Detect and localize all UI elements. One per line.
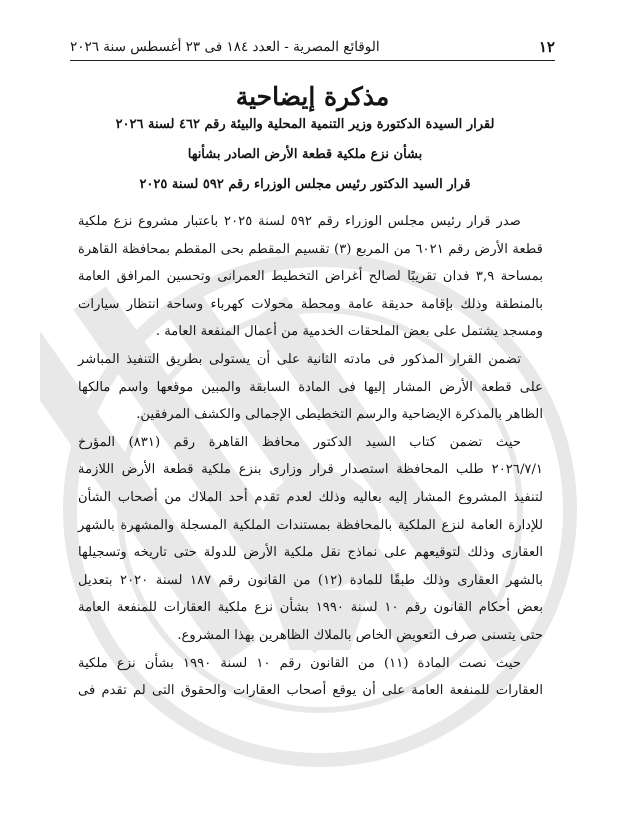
subtitle-line-1: لقرار السيدة الدكتورة وزير التنمية المحلية والبيئة رقم ٤٦٢ لسنة ٢٠٢٦ <box>115 117 495 132</box>
body-text <box>78 208 543 705</box>
issue-info: الوقائع المصرية - العدد ١٨٤ فى ٢٣ أغسطس سنة ٢٠٢٦ <box>70 39 380 55</box>
running-header <box>70 34 555 61</box>
body-line: العقارات للمنفعة العامة على أن يوقع أصحاب العقارات والحقوق التى لم تقدم فى <box>78 683 543 699</box>
body-line: ٢٠٢٦/٧/١ طلب المحافظة استصدار قرار وزارى بنزع ملكية قطعة الأرض اللازمة <box>78 462 543 478</box>
body-line: بمساحة ٣,٩ فدان تقريبًا لصالح أغراض التخطيط العمرانى وتحسين المرافق العامة <box>78 269 543 285</box>
body-line: على قطعة الأرض المشار إليها فى المادة السابقة والمبين موقعها واسم مالكها <box>78 379 543 395</box>
body-line: قطعة الأرض رقم ٦٠٢١ من المربع (٣) تقسيم المقطم بحى المقطم بمحافظة القاهرة <box>78 241 543 257</box>
subtitle-line-2: بشأن نزع ملكية قطعة الأرض الصادر بشأنها <box>187 147 423 162</box>
page-number: ١٢ <box>538 38 555 56</box>
body-line: الظاهر بالمذكرة الإيضاحية والرسم التخطيطى الإجمالى والكشف المرفقين. <box>136 407 543 423</box>
body-line: تضمن القرار المذكور فى مادته الثانية على أن يستولى بطريق التنفيذ المباشر <box>78 351 521 367</box>
body-line: العقارى وذلك لتوقيعهم على نماذج نقل ملكية الأرض للدولة حتى تاريخه وتسجيلها <box>78 545 543 561</box>
body-line: بالمنطقة وذلك بإقامة حديقة عامة ومحطة محولات كهرباء وساحة انتظار سيارات <box>78 296 543 312</box>
body-line: لتنفيذ المشروع المشار إليه بعاليه وذلك لعدم تقدم أحد الملاك من أصحاب الشأن <box>78 489 543 505</box>
body-line: ومسجد يشتمل على بعض الملحقات الخدمية من أعمال المنفعة العامة . <box>155 324 543 340</box>
body-line: حيث نصت المادة (١١) من القانون رقم ١٠ لسنة ١٩٩٠ بشأن نزع ملكية <box>78 655 521 671</box>
body-line: للإدارة العامة لنزع الملكية بالمحافظة بمستندات الملكية المسجلة والمشهرة بالشهر <box>78 517 543 533</box>
body-line: بالشهر العقارى وذلك طبقًا للمادة (١٢) من القانون رقم ١٨٧ لسنة ٢٠٢٠ بتعديل <box>78 572 543 588</box>
body-line: حيث تضمن كتاب السيد الدكتور محافظ القاهرة رقم (٨٣١) المؤرخ <box>78 434 521 450</box>
document-title: مذكرة إيضاحية <box>235 82 390 111</box>
body-line: بعض أحكام القانون رقم ١٠ لسنة ١٩٩٠ بشأن نزع ملكية العقارات للمنفعة العامة <box>78 600 544 616</box>
body-line: صدر قرار رئيس مجلس الوزراء رقم ٥٩٢ لسنة ٢٠٢٥ باعتبار مشروع نزع ملكية <box>78 214 522 229</box>
body-line: حتى يتسنى صرف التعويض الخاص بالملاك الظاهرين بهذا المشروع. <box>177 627 543 643</box>
subtitle-line-3: قرار السيد الدكتور رئيس مجلس الوزراء رقم ٥٩٢ لسنة ٢٠٢٥ <box>139 177 471 192</box>
